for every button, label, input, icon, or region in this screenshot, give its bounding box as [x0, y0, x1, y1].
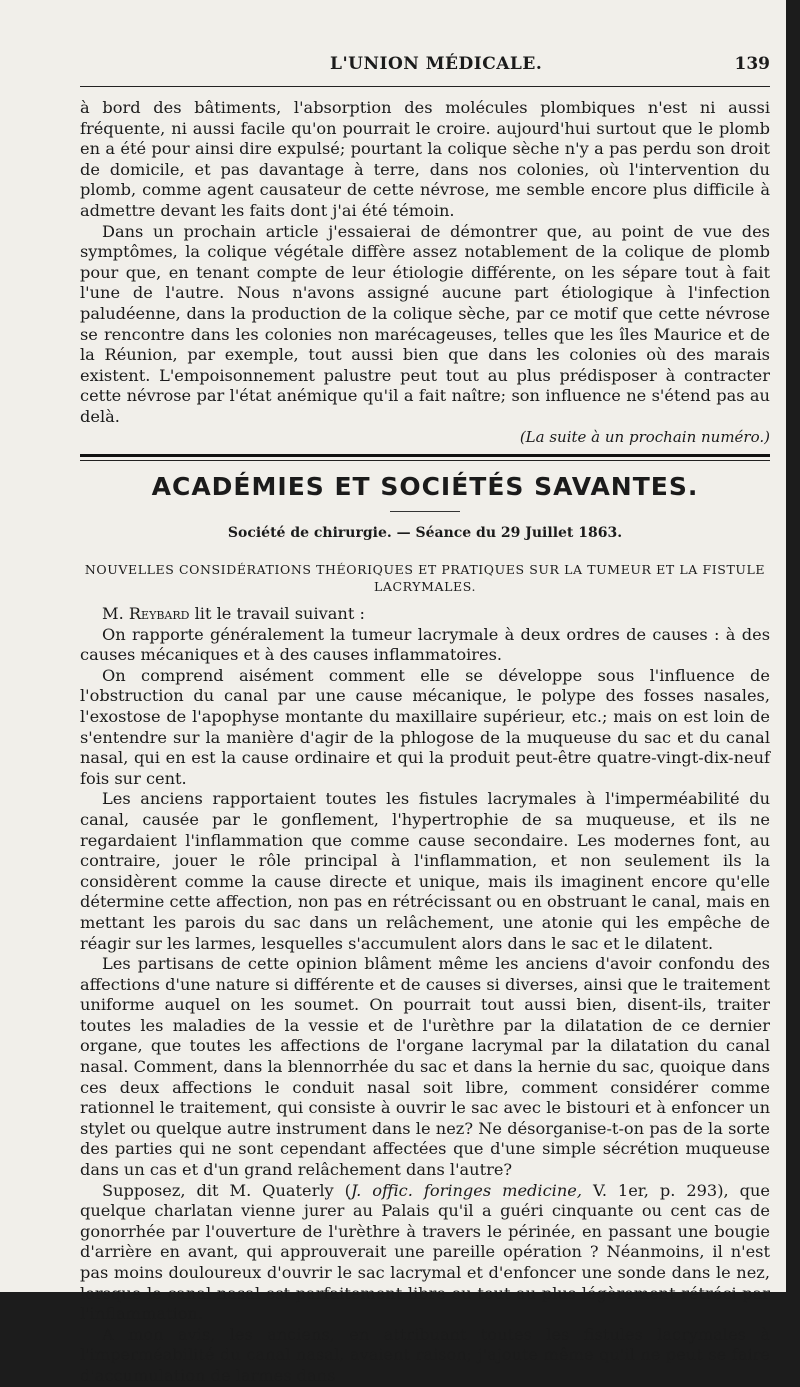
session-heading: Société de chirurgie. — Séance du 29 Juillet 1863. [227, 525, 623, 541]
paragraph-text: V. 1er, p. 293), que quelque charlatan vienne jurer au Palais qu'il a guéri cinquante ou cent cas de gonorrhée par l'ouverture de l'urèthre à travers le périnée, en passant une bougie d'arrière en avant, qui approuverait une pareille opération ? Néanmoins, il n'est pas moins douloureux d'ouvrir le sac lacrymal et d'enfoncer une sonde dans le nez, lorsque le canal nasal est parfaitement libre ou tout au plus légèrement rétréci par l'inflammation. [80, 1180, 771, 1324]
speaker-name: M. Reybard [102, 604, 190, 623]
paragraph: A mon avis, les anciens, en attribuant toutes les fistules lacrymales à l'imperméabilité du canal nasal, avaient raison; j'ajoute même qu'il ne peut se faire d'accumulation de larmes dans [80, 1324, 770, 1385]
journal-reference: J. offic. foringes medicine, [350, 1180, 582, 1200]
speaker-line [80, 604, 770, 625]
page-header [80, 50, 770, 80]
page-number: 139 [734, 54, 770, 74]
header-rule [80, 86, 770, 87]
title-rule [390, 511, 460, 512]
running-title: L'UNION MÉDICALE. [330, 54, 543, 74]
paragraph-text: Supposez, dit M. Quaterly ( [102, 1180, 351, 1200]
paragraph [80, 1181, 770, 1325]
paragraph: Dans un prochain article j'essaierai de démontrer que, au point de vue des symptômes, la colique végétale diffère assez notablement de la colique de plomb pour que, en tenant compte de leur étiologie différente, on les sépare tout à fait l'une de l'autre. Nous n'avons assigné aucune part étiologique à l'infection paludéenne, dans la production de la colique sèche, par ce motif que cette névrose se rencontre dans les colonies non marécageuses, telles que les îles Maurice et de la Réunion, par exemple, tout aussi bien que dans les colonies où des marais existent. L'empoisonnement palustre peut tout au plus prédisposer à contracter cette névrose par l'état anémique qu'il a fait naître; son influence ne s'étend pas au delà. [80, 221, 770, 426]
continuation-note: (La suite à un prochain numéro.) [519, 428, 770, 446]
paragraph: Les anciens rapportaient toutes les fistules lacrymales à l'imperméabilité du canal, causée par le gonflement, l'hypertrophie de sa muqueuse, et ils ne regardaient l'inflammation que comme cause secondaire. Les modernes font, au contraire, jouer le rôle principal à l'inflammation, et non seulement ils la considèrent comme la cause directe et unique, mais ils imaginent encore qu'elle détermine cette affection, non pas en rétrécissant ou en obstruant le canal, mais en mettant les parois du sac dans un relâchement, une atonie qui les empêche de réagir sur les larmes, lesquelles s'accumulent alors dans le sac et le dilatent. [80, 789, 770, 953]
section-title: ACADÉMIES ET SOCIÉTÉS SAVANTES. [151, 472, 699, 501]
speaker-rest: lit le travail suivant : [189, 604, 365, 623]
paragraph: à bord des bâtiments, l'absorption des molécules plombiques n'est ni aussi fréquente, ni aussi facile qu'on pourrait le croire. aujourd'hui surtout que le plomb en a été pour ainsi dire expulsé; pourtant la colique sèche n'y a pas perdu son droit de domicile, et pas davantage à terre, dans nos colonies, où l'intervention du plomb, comme agent causateur de cette névrose, me semble encore plus difficile à admettre devant les faits dont j'ai été témoin. [80, 98, 770, 220]
paragraph: On comprend aisément comment elle se développe sous l'influence de l'obstruction du canal par une cause mécanique, le polype des fosses nasales, l'exostose de l'apophyse montante du maxillaire supérieur, etc.; mais on est loin de s'entendre sur la manière d'agir de la phlogose de la muqueuse du sac et du canal nasal, qui en est la cause ordinaire et qui la produit peut-être quatre-vingt-dix-neuf fois sur cent. [80, 665, 770, 788]
section-divider [80, 454, 770, 457]
paragraph: Les partisans de cette opinion blâment même les anciens d'avoir confondu des affections d'une nature si différente et de causes si diverses, ainsi que le traitement uniforme auquel on les soumet. On pourrait tout aussi bien, disent-ils, traiter toutes les maladies de la vessie et de l'urèthre par la dilatation de ce dernier organe, que toutes les affections de l'organe lacrymal par la dilatation du canal nasal. Comment, dans la blennorrhée du sac et dans la hernie du sac, quoique dans ces deux affections le conduit nasal soit libre, comment considérer comme rationnel le traitement, qui consiste à ouvrir le sac avec le bistouri et à enfoncer un stylet ou quelque autre instrument dans le nez? Ne désorganise-t-on pas de la sorte des parties qui ne sont cependant affectées que d'une simple sécrétion muqueuse dans un cas et d'un grand relâchement dans l'autre? [80, 954, 770, 1180]
article-body [80, 604, 770, 1387]
section-divider-thin [80, 460, 770, 461]
paragraph: On rapporte généralement la tumeur lacrymale à deux ordres de causes : à des causes mécaniques et à des causes inflammatoires. [80, 624, 770, 665]
top-text [80, 98, 770, 428]
article-subtitle: NOUVELLES CONSIDÉRATIONS THÉORIQUES ET PRATIQUES SUR LA TUMEUR ET LA FISTULE LACRYMALES. [84, 562, 766, 594]
